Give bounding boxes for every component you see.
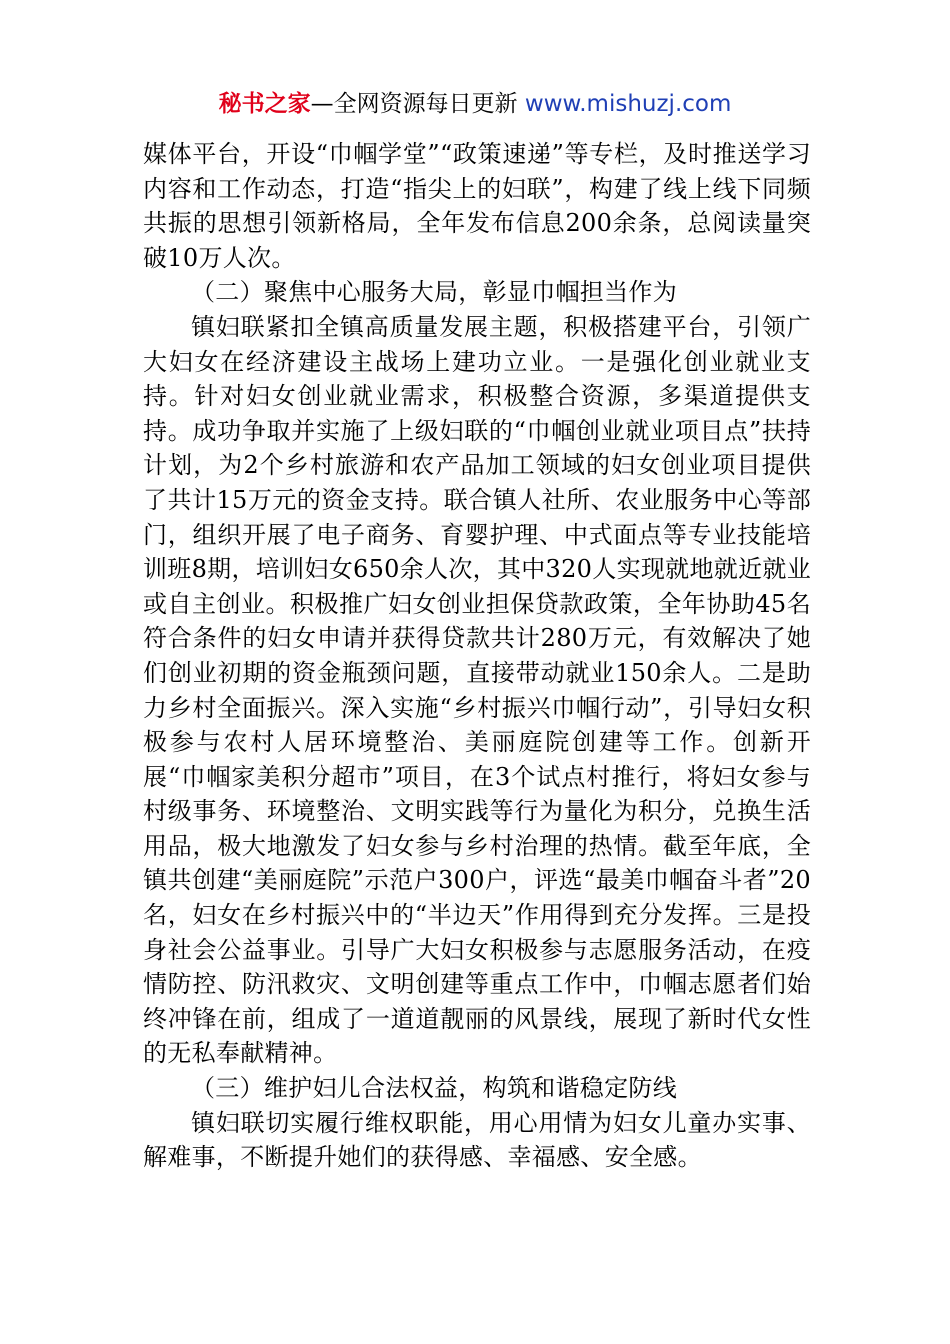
site-url-link[interactable]: www.mishuzj.com <box>524 91 732 117</box>
paragraph-continued: 媒体平台，开设“巾帼学堂”“政策速递”等专栏，及时推送学习内容和工作动态，打造“指尖上的妇联”，构建了线上线下同频共振的思想引领新格局，全年发布信息200余条，总阅读量突破10万人次。 <box>143 140 811 272</box>
section-heading-3: （三）维护妇儿合法权益，构筑和谐稳定防线 <box>191 1074 677 1103</box>
section-heading-2: （二）聚焦中心服务大局，彰显巾帼担当作为 <box>191 278 677 307</box>
site-slogan: —全网资源每日更新 <box>310 91 525 117</box>
paragraph-section-2: 镇妇联紧扣全镇高质量发展主题，积极搭建平台，引领广大妇女在经济建设主战场上建功立业。一是强化创业就业支持。针对妇女创业就业需求，积极整合资源，多渠道提供支持。成功争取并实施了上级妇联的“巾帼创业就业项目点”扶持计划，为2个乡村旅游和农产品加工领域的妇女创业项目提供了共计15万元的资金支持。联合镇人社所、农业服务中心等部门，组织开展了电子商务、育婴护理、中式面点等专业技能培训班8期，培训妇女650余人次，其中320人实现就地就近就业或自主创业。积极推广妇女创业担保贷款政策，全年协助45名符合条件的妇女申请并获得贷款共计280万元，有效解决了她们创业初期的资金瓶颈问题，直接带动就业150余人。二是助力乡村全面振兴。深入实施“乡村振兴巾帼行动”，引导妇女积极参与农村人居环境整治、美丽庭院创建等工作。创新开展“巾帼家美积分超市”项目，在3个试点村推行，将妇女参与村级事务、环境整治、文明实践等行为量化为积分，兑换生活用品，极大地激发了妇女参与乡村治理的热情。截至年底，全镇共创建“美丽庭院”示范户300户，评选“最美巾帼奋斗者”20名，妇女在乡村振兴中的“半边天”作用得到充分发挥。三是投身社会公益事业。引导广大妇女积极参与志愿服务活动，在疫情防控、防汛救灾、文明创建等重点工作中，巾帼志愿者们始终冲锋在前，组成了一道道靓丽的风景线，展现了新时代女性的无私奉献精神。 <box>143 312 811 1068</box>
paragraph-section-3: 镇妇联切实履行维权职能，用心用情为妇女儿童办实事、解难事，不断提升她们的获得感、幸福感、安全感。 <box>143 1108 811 1172</box>
document-body <box>143 137 811 1175</box>
site-brand: 秘书之家 <box>218 91 311 117</box>
site-header <box>0 86 950 122</box>
